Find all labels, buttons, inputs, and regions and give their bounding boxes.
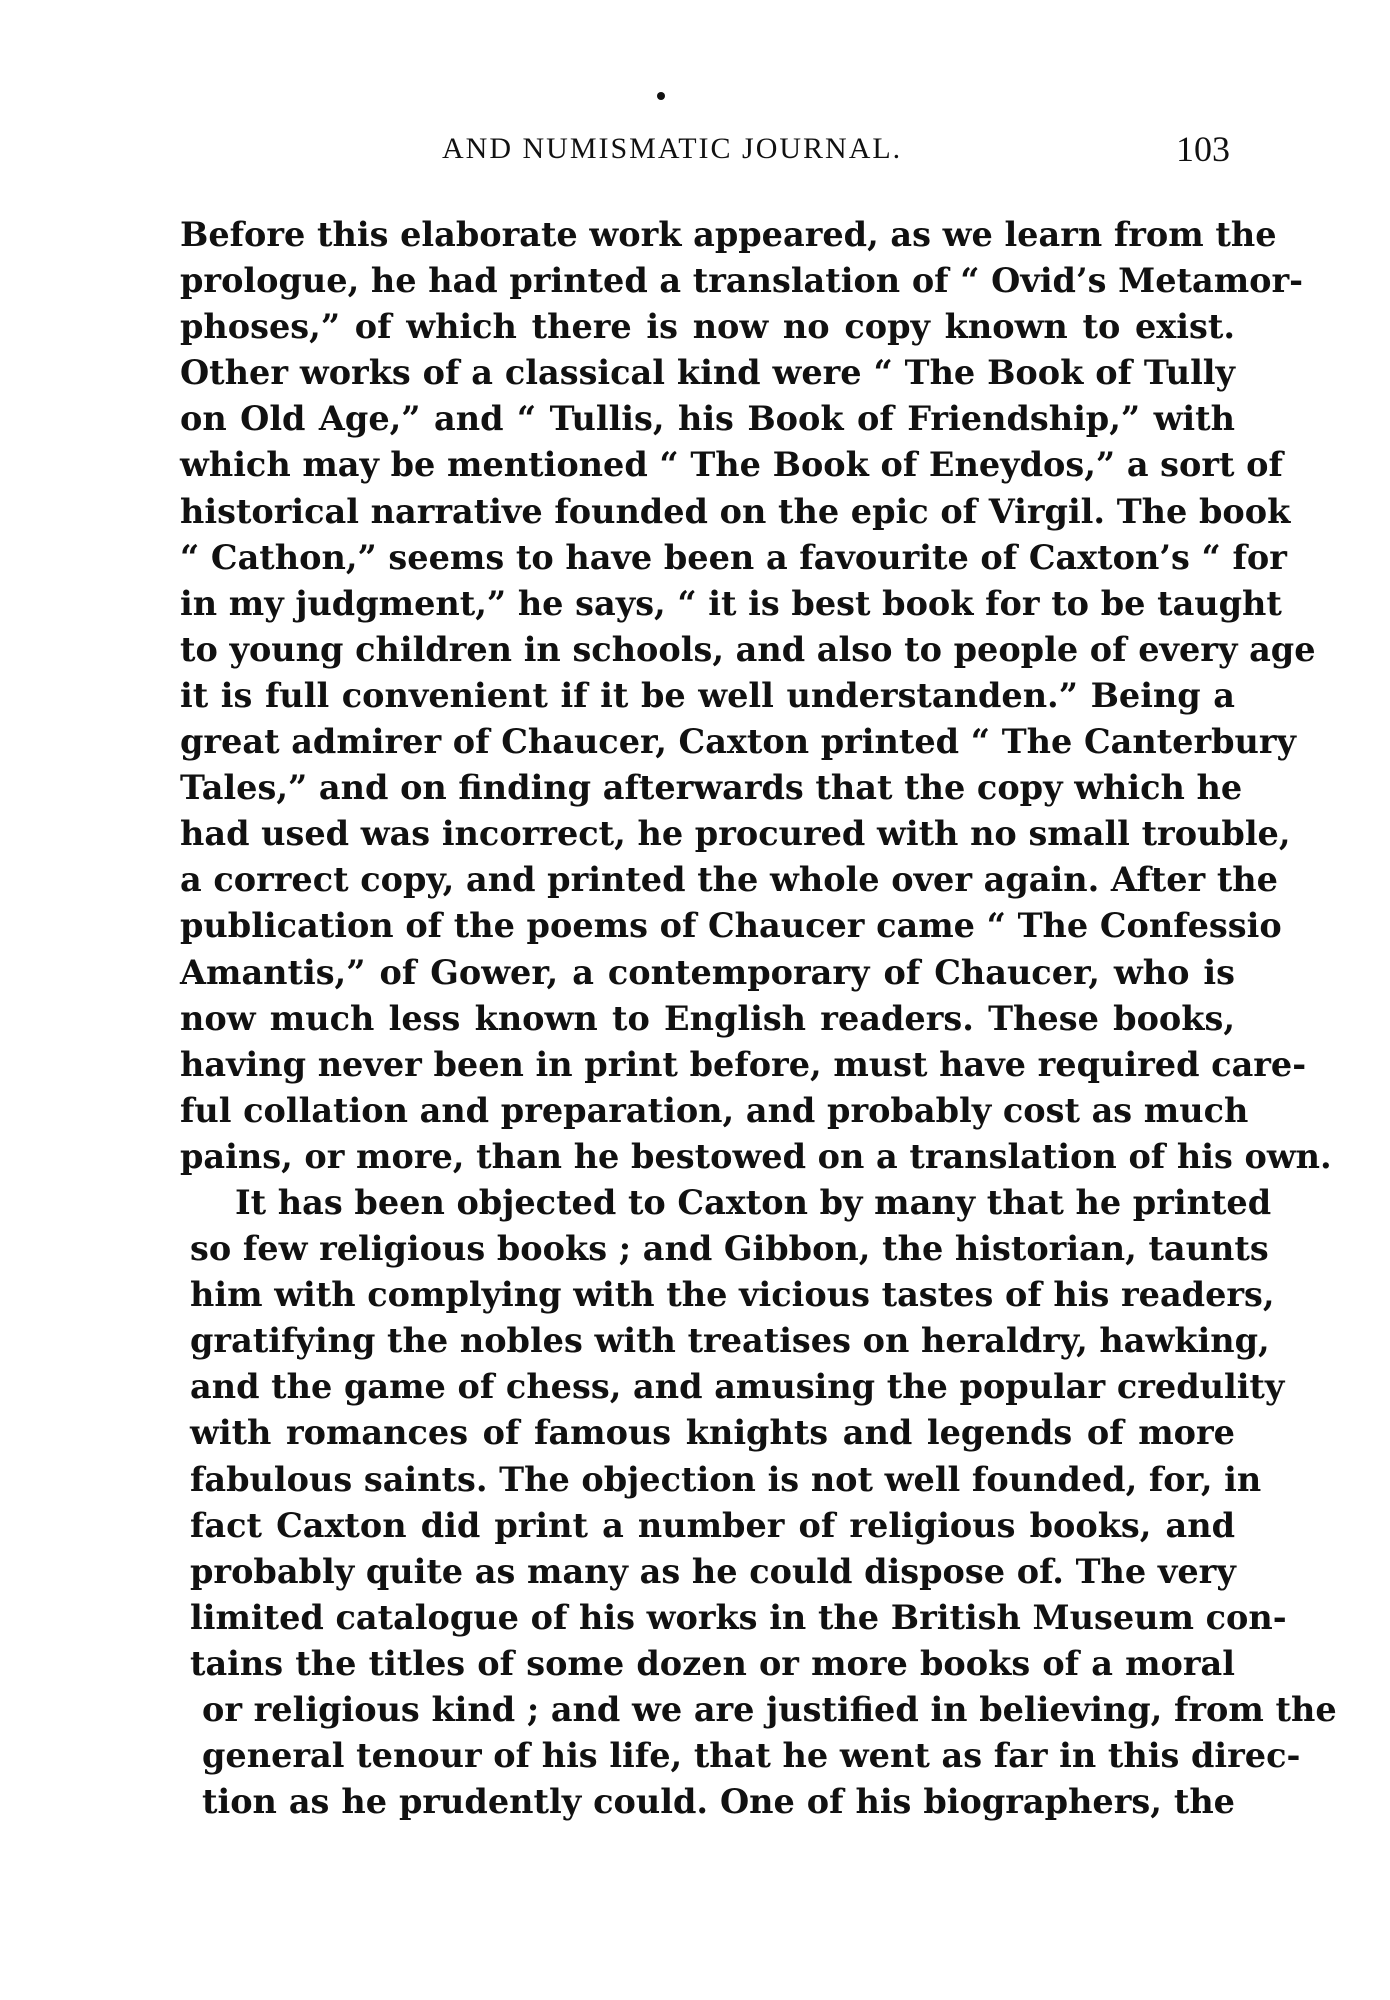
text-line: phoses,” of which there is now no copy known to exist. (180, 307, 1235, 347)
text-line: limited catalogue of his works in the British Museum con- (190, 1597, 1287, 1637)
text-line: general tenour of his life, that he went as far in this direc- (202, 1736, 1301, 1776)
text-line: which may be mentioned “ The Book of Eneydos,” a sort of (180, 445, 1283, 485)
text-line: him with complying with the vicious tastes of his readers, (190, 1275, 1275, 1315)
text-line: with romances of famous knights and legends of more (190, 1413, 1235, 1453)
text-line: on Old Age,” and “ Tullis, his Book of Friendship,” with (180, 399, 1235, 439)
page-number: 103 (1176, 129, 1230, 169)
paragraph-2 (180, 1180, 1337, 1825)
text-line: prologue, he had printed a translation of “ Ovid’s Metamor- (180, 261, 1304, 301)
running-title: AND NUMISMATIC JOURNAL. (442, 132, 903, 165)
text-line: a correct copy, and printed the whole over again. After the (180, 860, 1278, 900)
text-line: or religious kind ; and we are justified in believing, from the (202, 1690, 1337, 1729)
text-line: in my judgment,” he says, “ it is best book for to be taught (180, 583, 1282, 623)
body-text (180, 212, 1337, 1825)
text-line: publication of the poems of Chaucer came “ The Confessio (180, 906, 1282, 946)
text-line: “ Cathon,” seems to have been a favourite of Caxton’s “ for (180, 537, 1287, 577)
text-line: to young children in schools, and also to people of every age (180, 629, 1316, 669)
paragraph-1 (180, 212, 1332, 1180)
text-line: and the game of chess, and amusing the popular credulity (190, 1367, 1285, 1407)
text-line: tains the titles of some dozen or more books of a moral (190, 1643, 1235, 1683)
text-line: fact Caxton did print a number of religious books, and (190, 1505, 1235, 1545)
text-line: now much less known to English readers. These books, (180, 998, 1235, 1038)
text-line: historical narrative founded on the epic of Virgil. The book (180, 491, 1291, 531)
text-line: gratifying the nobles with treatises on heraldry, hawking, (190, 1321, 1270, 1361)
text-line: pains, or more, than he bestowed on a translation of his own. (180, 1136, 1332, 1176)
text-line: it is full convenient if it be well understanden.” Being a (180, 675, 1235, 715)
text-line: Other works of a classical kind were “ The Book of Tully (180, 353, 1235, 393)
text-line: Tales,” and on finding afterwards that the copy which he (180, 768, 1243, 808)
text-line: It has been objected to Caxton by many that he printed (235, 1182, 1272, 1222)
text-line: so few religious books ; and Gibbon, the historian, taunts (190, 1229, 1269, 1269)
text-line: probably quite as many as he could dispose of. The very (190, 1551, 1236, 1591)
text-line: had used was incorrect, he procured with no small trouble, (180, 814, 1291, 854)
text-line: Amantis,” of Gower, a contemporary of Chaucer, who is (180, 952, 1235, 992)
ink-dot (657, 92, 665, 100)
text-line: Before this elaborate work appeared, as we learn from the (180, 215, 1277, 254)
running-head (180, 129, 1230, 172)
text-line: fabulous saints. The objection is not well founded, for, in (190, 1459, 1262, 1499)
text-line: ful collation and preparation, and probably cost as much (180, 1090, 1249, 1130)
text-line: tion as he prudently could. One of his biographers, the (202, 1782, 1235, 1822)
text-line: great admirer of Chaucer, Caxton printed “ The Canterbury (180, 722, 1297, 762)
text-line: having never been in print before, must have required care- (180, 1044, 1307, 1084)
